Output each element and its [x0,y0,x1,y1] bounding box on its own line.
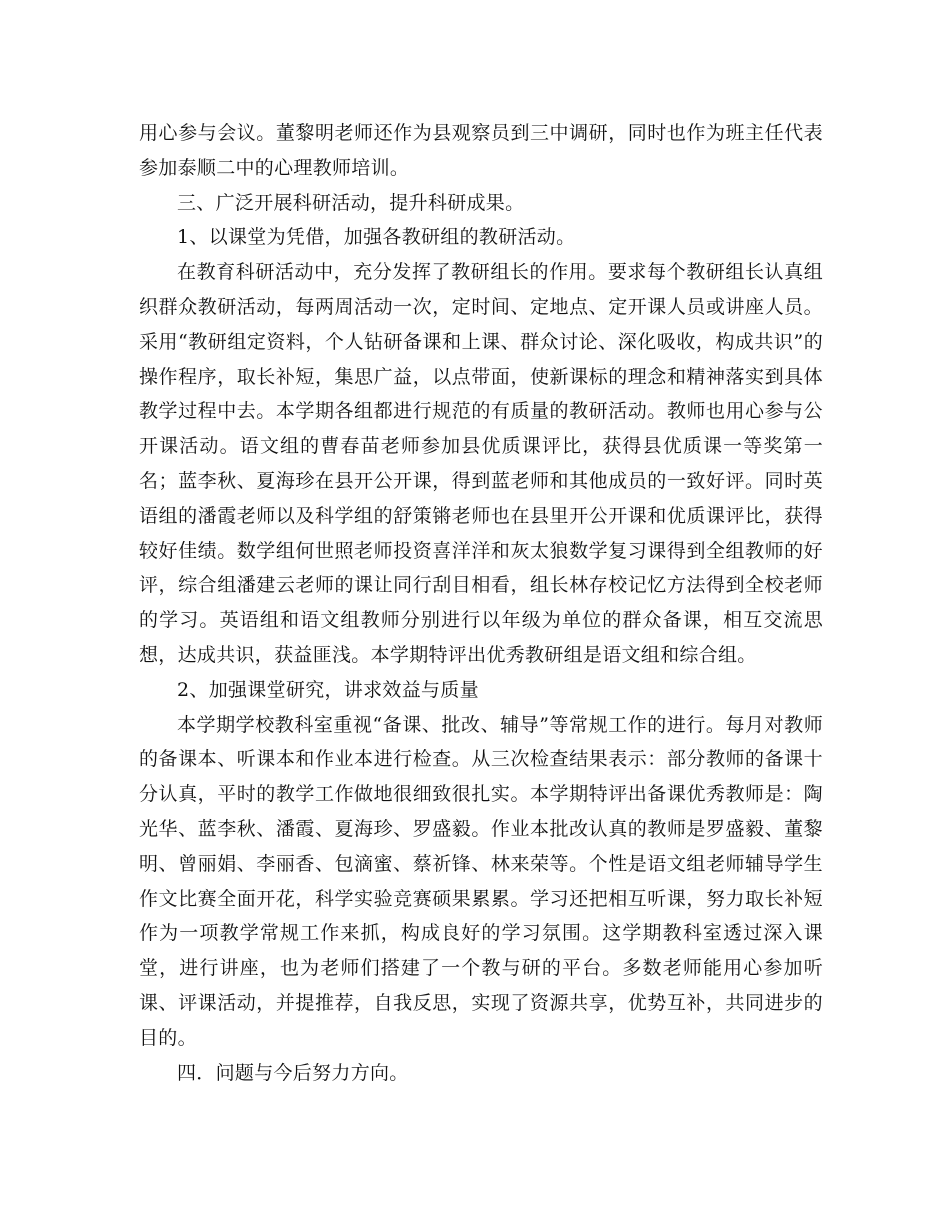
subheading-classroom-research: 1、以课堂为凭借，加强各教研组的教研活动。 [177,226,576,249]
paragraph-routine-work: 本学期学校教科室重视“备课、批改、辅导”等常规工作的进行。每月对教师的备课本、听课本和作业本进行检查。从三次检查结果表示：部分教师的备课十分认真，平时的教学工作做地很细致很扎实。本学期特评出备课优秀教师是：陶光华、蓝李秋、潘霞、夏海珍、罗盛毅。作业本批改认真的教师是罗盛毅、董黎明、曾丽娟、李丽香、包滴蜜、蔡祈锋、林来荣等。个性是语文组老师辅导学生作文比赛全面开花，科学实验竞赛硕果累累。学习还把相互听课，努力取长补短作为一项教学常规工作来抓，构成良好的学习氛围。这学期教科室透过深入课堂，进行讲座，也为老师们搭建了一个教与研的平台。多数老师能用心参加听课、评课活动，并提推荐，自我反思，实现了资源共享，优势互补，共同进步的目的。 [139,713,823,1049]
section-heading-problems: 四．问题与今后努力方向。 [177,1061,409,1084]
section-heading-research: 三、广泛开展科研活动，提升科研成果。 [177,191,525,214]
paragraph-meeting-continuation: 用心参与会议。董黎明老师还作为县观察员到三中调研，同时也作为班主任代表参加泰顺二中的心理教师培训。 [139,122,823,179]
paragraph-research-activities: 在教育科研活动中，充分发挥了教研组长的作用。要求每个教研组长认真组织群众教研活动，每两周活动一次，定时间、定地点、定开课人员或讲座人员。采用“教研组定资料，个人钻研备课和上课、群众讨论、深化吸收，构成共识”的操作程序，取长补短，集思广益，以点带面，使新课标的理念和精神落实到具体教学过程中去。本学期各组都进行规范的有质量的教研活动。教师也用心参与公开课活动。语文组的曹春苗老师参加县优质课评比，获得县优质课一等奖第一名；蓝李秋、夏海珍在县开公开课，得到蓝老师和其他成员的一致好评。同时英语组的潘霞老师以及科学组的舒策锵老师也在县里开公开课和优质课评比，获得较好佳绩。数学组何世照老师投资喜洋洋和灰太狼数学复习课得到全组教师的好评，综合组潘建云老师的课让同行刮目相看，组长林存校记忆方法得到全校老师的学习。英语组和语文组教师分别进行以年级为单位的群众备课，相互交流思想，达成共识，获益匪浅。本学期特评出优秀教研组是语文组和综合组。 [139,261,823,666]
document-body [139,116,823,1090]
subheading-classroom-quality: 2、加强课堂研究，讲求效益与质量 [177,678,479,701]
